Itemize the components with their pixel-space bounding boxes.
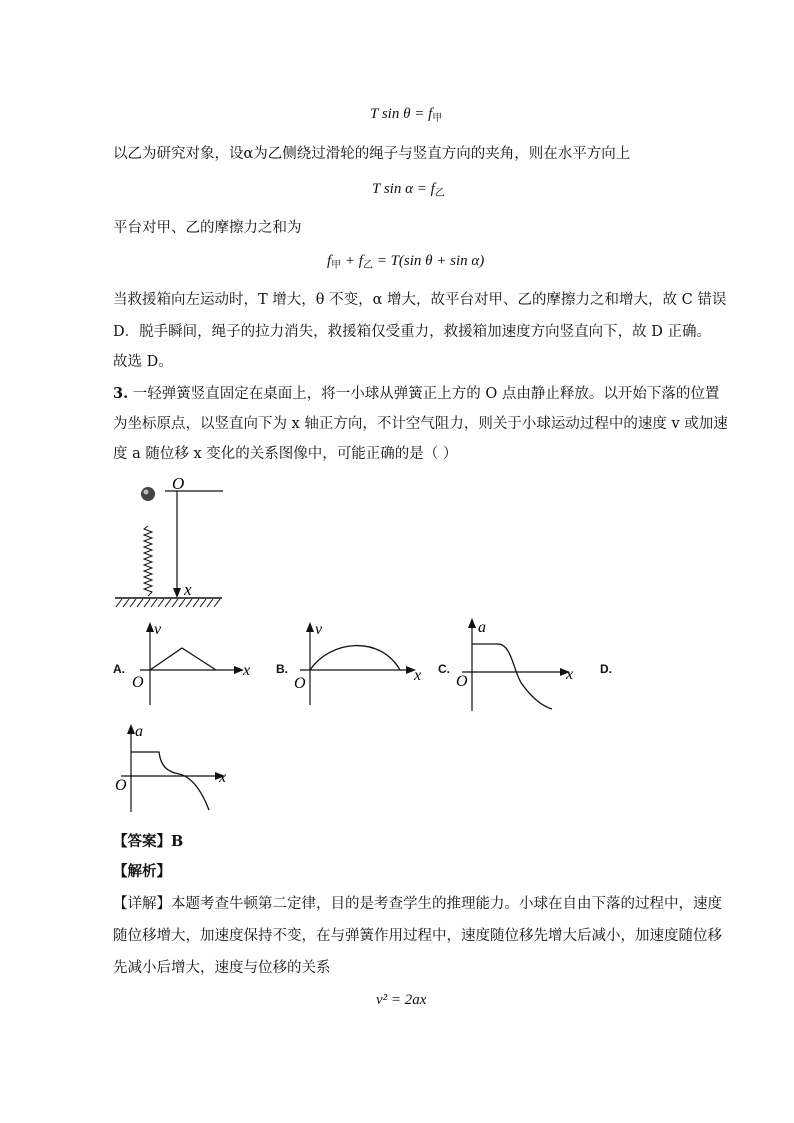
option-d-origin: O xyxy=(115,777,127,794)
ball-icon xyxy=(141,487,155,501)
option-a-ylabel: v xyxy=(154,621,162,638)
option-c-graph[interactable] xyxy=(452,616,582,716)
figure-origin-label: O xyxy=(172,474,185,493)
question-3-line-2: 为坐标原点，以竖直向下为 x 轴正方向，不计空气阻力，则关于小球运动过程中的速度 v 或加速 xyxy=(113,416,728,432)
option-b-label[interactable]: B. xyxy=(276,662,288,676)
option-c-xlabel: x xyxy=(566,666,574,683)
eq3-mid: + f xyxy=(341,253,363,269)
paragraph-1: 以乙为研究对象，设α为乙侧绕过滑轮的绳子与竖直方向的夹角，则在水平方向上 xyxy=(113,146,631,162)
option-d-xlabel: x xyxy=(219,769,227,786)
eq3-right: = T(sin θ + sin α) xyxy=(372,253,485,269)
question-3-line-1 xyxy=(113,384,719,404)
equation-t-sin-theta xyxy=(370,106,442,124)
option-a-curve xyxy=(150,648,216,670)
option-c-origin: O xyxy=(456,673,468,690)
eq1-subscript: 甲 xyxy=(432,113,443,124)
answer-label: 【答案】B xyxy=(113,833,184,850)
option-b-curve xyxy=(310,646,400,670)
paragraph-3-line-1: 当救援箱向左运动时，T 增大，θ 不变，α 增大，故平台对甲、乙的摩擦力之和增大，故 C 错误 xyxy=(113,292,727,308)
spring-icon xyxy=(144,526,152,596)
paragraph-3-line-3: 故选 D。 xyxy=(113,354,173,370)
eq1-text: T sin θ = f xyxy=(370,106,433,122)
option-d-graph[interactable] xyxy=(113,722,238,817)
option-c-ylabel: a xyxy=(478,619,486,636)
option-a-origin: O xyxy=(132,674,144,691)
analysis-label: 【解析】 xyxy=(113,863,171,880)
option-b-xlabel: x xyxy=(414,667,422,684)
detail-line-2: 随位移增大，加速度保持不变，在与弹簧作用过程中，速度随位移先增大后减小，加速度随位移 xyxy=(113,928,722,944)
eq3-asub: 甲 xyxy=(331,260,342,271)
option-b-graph[interactable] xyxy=(290,620,425,710)
question-3-line-3: 度 a 随位移 x 变化的关系图像中，可能正确的是（ ） xyxy=(113,446,458,462)
figure-x-label: x xyxy=(184,580,192,599)
option-a-graph[interactable] xyxy=(130,620,255,710)
equation-sum-friction xyxy=(327,253,484,271)
paragraph-2: 平台对甲、乙的摩擦力之和为 xyxy=(113,220,302,236)
option-d-label[interactable]: D. xyxy=(600,662,612,676)
ground-hatching xyxy=(116,599,220,607)
equation-t-sin-alpha xyxy=(372,181,445,199)
eq2-subscript: 乙 xyxy=(434,188,445,199)
option-c-curve xyxy=(472,644,552,709)
option-b-ylabel: v xyxy=(315,621,323,638)
eq3-a: f xyxy=(327,253,332,269)
option-a-xlabel: x xyxy=(243,662,251,679)
detail-line-3: 先减小后增大，速度与位移的关系 xyxy=(113,960,331,976)
equation-v-squared: v² = 2ax xyxy=(376,992,427,1008)
paragraph-3-line-2: D．脱手瞬间，绳子的拉力消失，救援箱仅受重力，救援箱加速度方向竖直向下，故 D 正确。 xyxy=(113,324,711,340)
question-number: 3. xyxy=(113,385,129,402)
option-a-label[interactable]: A. xyxy=(113,662,125,676)
eq2-text: T sin α = f xyxy=(372,181,435,197)
question-3-text-1: 一轻弹簧竖直固定在桌面上，将一小球从弹簧正上方的 O 点由静止释放。以开始下落的位置 xyxy=(132,386,720,402)
option-c-label[interactable]: C. xyxy=(438,662,450,676)
option-d-curve xyxy=(131,752,209,810)
option-b-origin: O xyxy=(294,675,306,692)
option-d-ylabel: a xyxy=(135,723,143,740)
spring-ball-figure xyxy=(110,470,230,615)
detail-line-1: 【详解】本题考查牛顿第二定律，目的是考查学生的推理能力。小球在自由下落的过程中，速度 xyxy=(113,896,722,912)
eq3-bsub: 乙 xyxy=(362,260,373,271)
